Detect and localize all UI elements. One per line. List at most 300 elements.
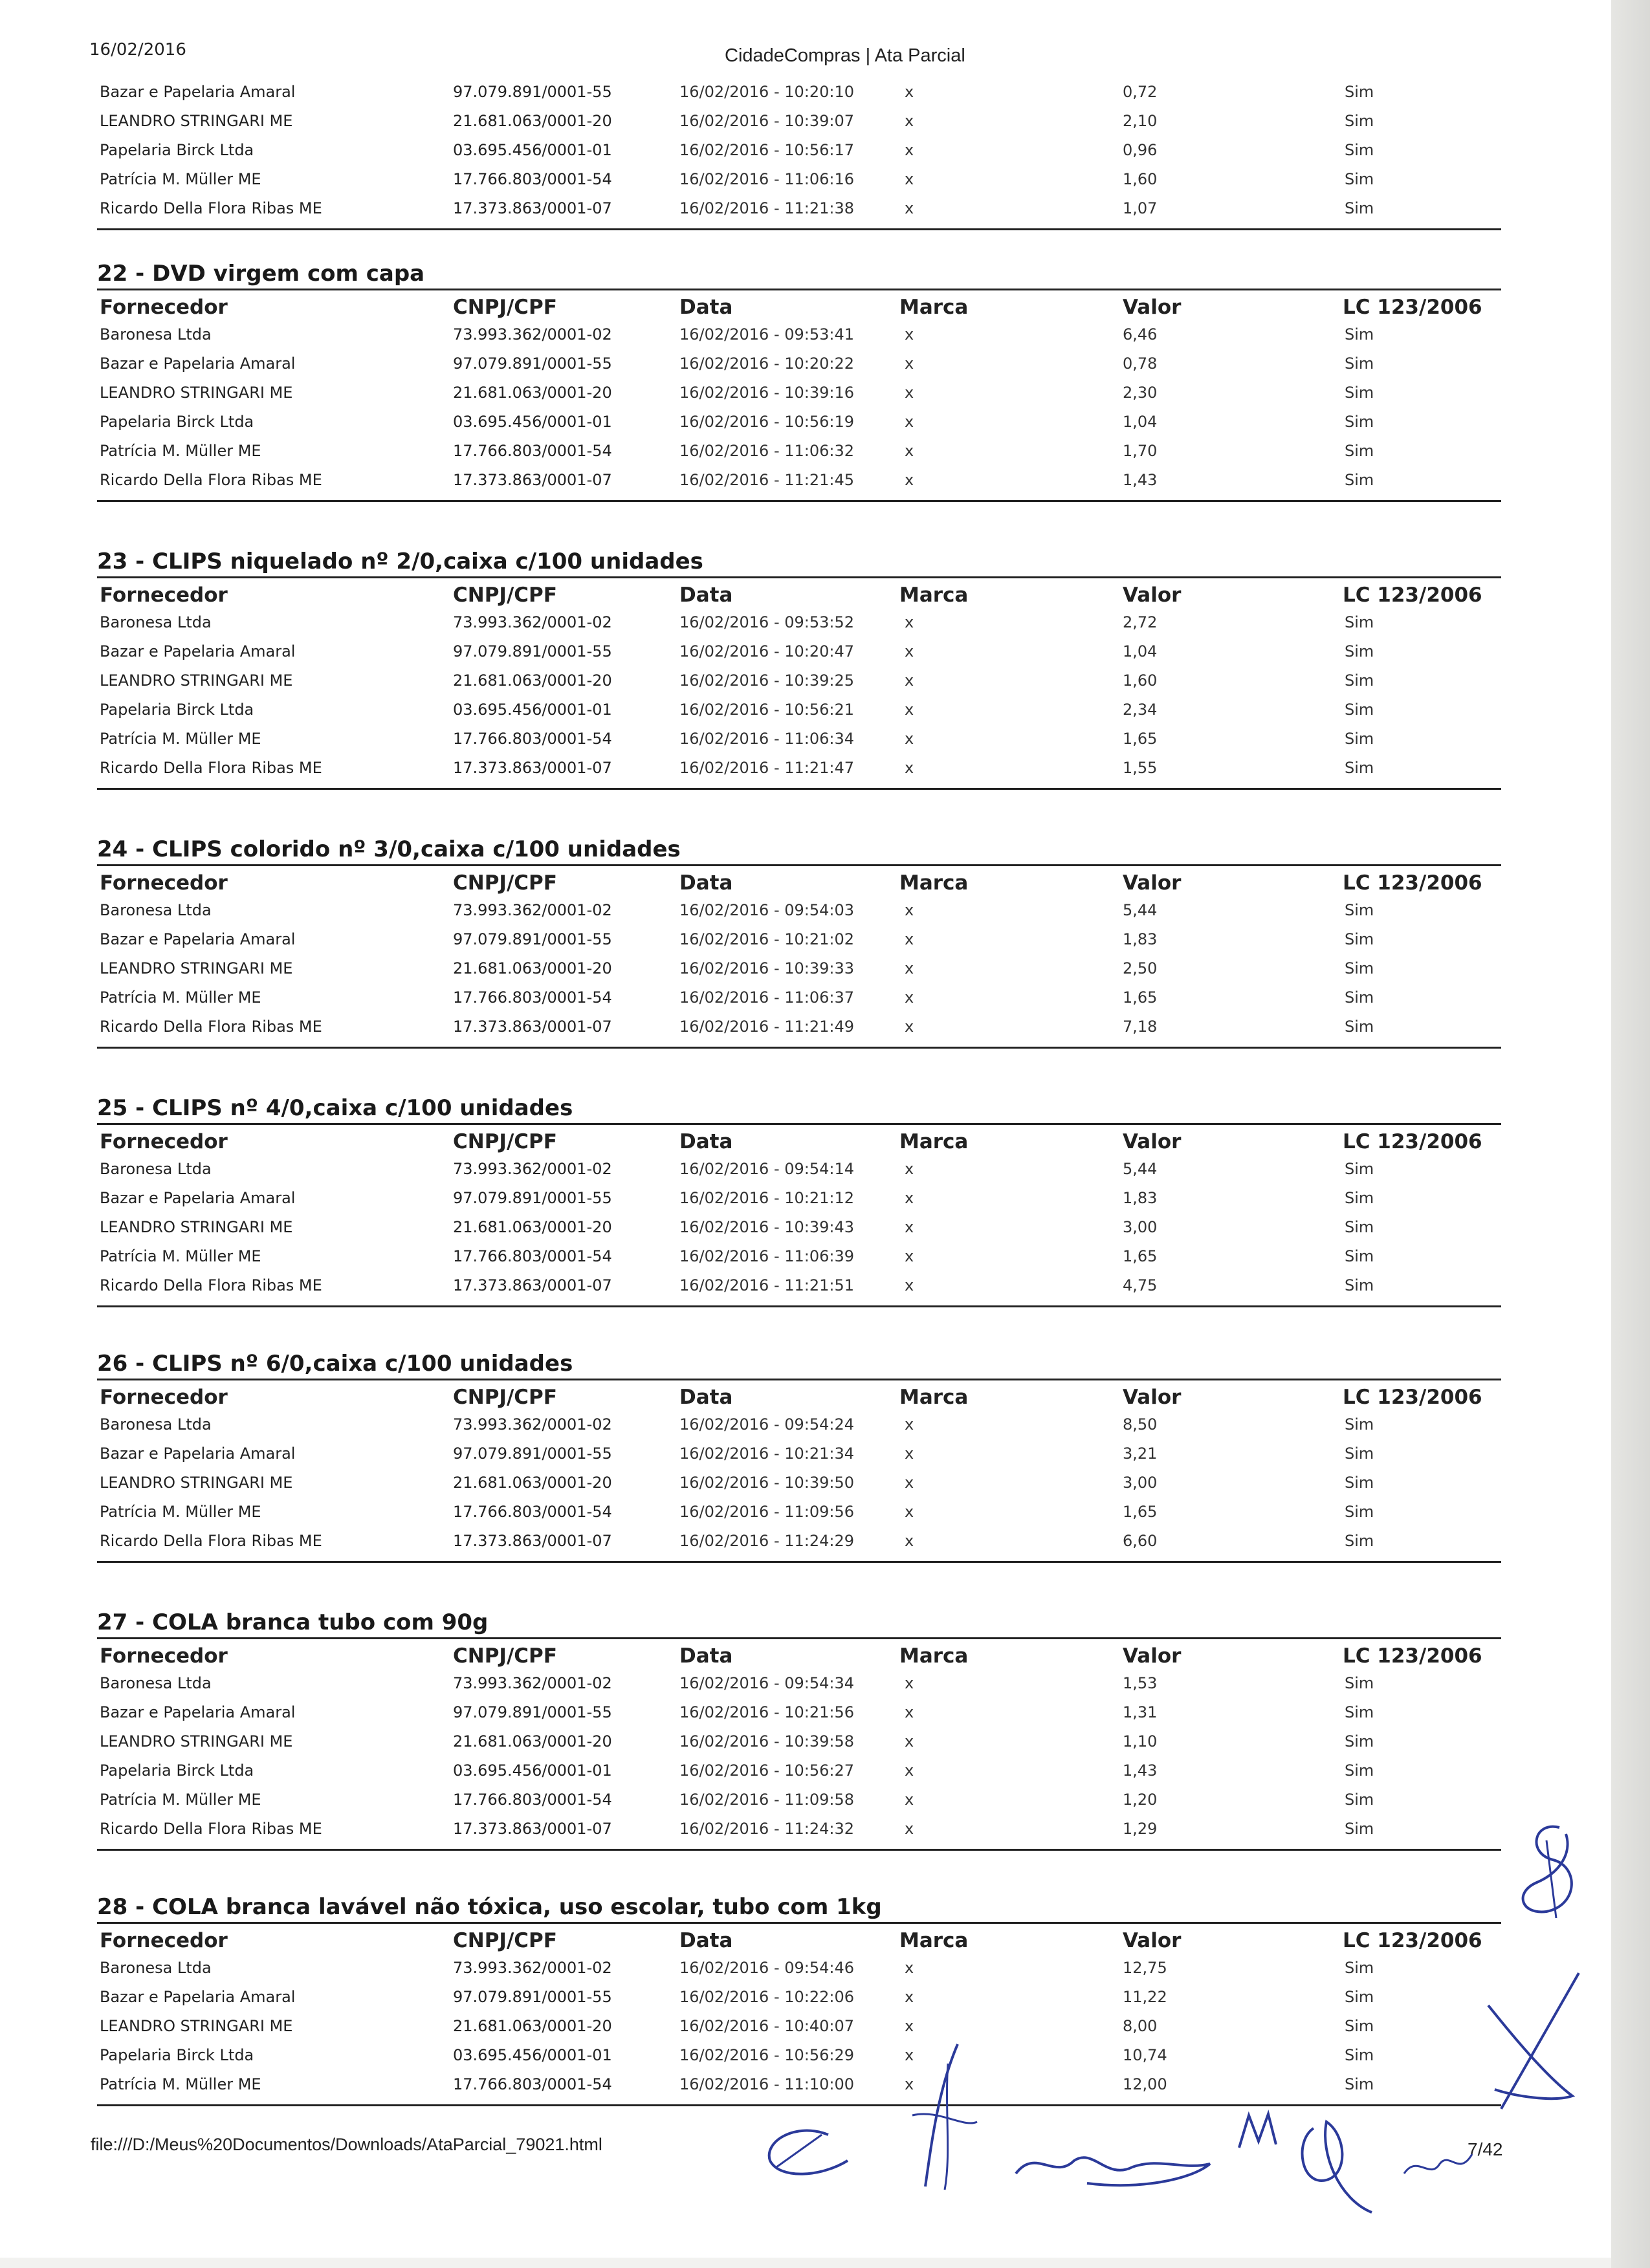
cell-brand: x xyxy=(905,1732,914,1750)
cell-brand: x xyxy=(905,1791,914,1809)
cell-supplier: Patrícia M. Müller ME xyxy=(100,442,261,460)
cell-date: 16/02/2016 - 11:06:32 xyxy=(679,442,855,460)
table-row xyxy=(97,136,1501,165)
cell-value: 1,65 xyxy=(1123,988,1158,1007)
header-cnpj: CNPJ/CPF xyxy=(453,1644,557,1668)
item-section xyxy=(97,547,1501,790)
header-date: Data xyxy=(679,871,733,895)
cell-value: 1,70 xyxy=(1123,442,1158,460)
cell-lc: Sim xyxy=(1345,141,1374,159)
cell-lc: Sim xyxy=(1345,1532,1374,1550)
header-supplier: Fornecedor xyxy=(100,871,228,895)
cell-value: 0,96 xyxy=(1123,141,1158,159)
cell-brand: x xyxy=(905,471,914,489)
cell-value: 1,29 xyxy=(1123,1820,1158,1838)
signature-initials-right xyxy=(1508,1815,1605,1937)
header-brand: Marca xyxy=(899,1130,969,1153)
cell-supplier: Patrícia M. Müller ME xyxy=(100,730,261,748)
cell-brand: x xyxy=(905,2046,914,2064)
section-title: 24 - CLIPS colorido nº 3/0,caixa c/100 unidades xyxy=(97,836,681,862)
cell-value: 10,74 xyxy=(1123,2046,1167,2064)
cell-value: 6,46 xyxy=(1123,325,1158,343)
cell-value: 1,10 xyxy=(1123,1732,1158,1750)
cell-value: 1,55 xyxy=(1123,759,1158,777)
cell-supplier: Ricardo Della Flora Ribas ME xyxy=(100,759,322,777)
cell-date: 16/02/2016 - 10:56:29 xyxy=(679,2046,855,2064)
cell-brand: x xyxy=(905,1674,914,1692)
table-row xyxy=(97,983,1501,1012)
cell-brand: x xyxy=(905,141,914,159)
cell-brand: x xyxy=(905,1189,914,1207)
table-row xyxy=(97,1271,1501,1300)
cell-date: 16/02/2016 - 10:20:22 xyxy=(679,354,855,373)
cell-date: 16/02/2016 - 09:54:24 xyxy=(679,1415,855,1434)
header-supplier: Fornecedor xyxy=(100,1130,228,1153)
header-value: Valor xyxy=(1123,296,1182,319)
cell-date: 16/02/2016 - 10:39:16 xyxy=(679,384,855,402)
cell-lc: Sim xyxy=(1345,1988,1374,2006)
cell-brand: x xyxy=(905,1415,914,1434)
cell-brand: x xyxy=(905,959,914,977)
cell-value: 3,00 xyxy=(1123,1218,1158,1236)
section-title: 25 - CLIPS nº 4/0,caixa c/100 unidades xyxy=(97,1095,573,1121)
cell-value: 1,60 xyxy=(1123,170,1158,188)
section-divider xyxy=(97,788,1501,790)
cell-lc: Sim xyxy=(1345,1415,1374,1434)
signature-x-right xyxy=(1475,1967,1592,2115)
cell-value: 1,65 xyxy=(1123,730,1158,748)
table-row xyxy=(97,608,1501,637)
cell-lc: Sim xyxy=(1345,730,1374,748)
table-row xyxy=(97,1756,1501,1785)
cell-lc: Sim xyxy=(1345,1474,1374,1492)
cell-cnpj: 17.766.803/0001-54 xyxy=(453,730,612,748)
cell-supplier: Ricardo Della Flora Ribas ME xyxy=(100,471,322,489)
cell-supplier: Patrícia M. Müller ME xyxy=(100,1247,261,1265)
cell-supplier: Ricardo Della Flora Ribas ME xyxy=(100,199,322,217)
cell-brand: x xyxy=(905,671,914,690)
cell-lc: Sim xyxy=(1345,642,1374,660)
item-section xyxy=(97,259,1501,502)
cell-lc: Sim xyxy=(1345,1732,1374,1750)
cell-brand: x xyxy=(905,354,914,373)
table-row xyxy=(97,754,1501,783)
cell-brand: x xyxy=(905,1532,914,1550)
cell-value: 1,04 xyxy=(1123,642,1158,660)
cell-cnpj: 73.993.362/0001-02 xyxy=(453,1415,612,1434)
cell-brand: x xyxy=(905,1160,914,1178)
header-lc: LC 123/2006 xyxy=(1343,1130,1482,1153)
cell-value: 12,75 xyxy=(1123,1959,1167,1977)
cell-brand: x xyxy=(905,1820,914,1838)
cell-supplier: LEANDRO STRINGARI ME xyxy=(100,1474,293,1492)
cell-supplier: Baronesa Ltda xyxy=(100,901,212,919)
header-brand: Marca xyxy=(899,1386,969,1409)
cell-value: 5,44 xyxy=(1123,901,1158,919)
cell-supplier: Papelaria Birck Ltda xyxy=(100,2046,254,2064)
cell-supplier: LEANDRO STRINGARI ME xyxy=(100,2017,293,2035)
cell-date: 16/02/2016 - 10:56:21 xyxy=(679,701,855,719)
cell-date: 16/02/2016 - 10:39:07 xyxy=(679,112,855,130)
table-row xyxy=(97,349,1501,378)
cell-cnpj: 73.993.362/0001-02 xyxy=(453,1959,612,1977)
section-divider xyxy=(97,228,1501,230)
table-header xyxy=(97,1924,1501,1954)
cell-supplier: Ricardo Della Flora Ribas ME xyxy=(100,1820,322,1838)
cell-cnpj: 03.695.456/0001-01 xyxy=(453,413,612,431)
header-date: Data xyxy=(679,1644,733,1668)
header-date: Data xyxy=(679,1386,733,1409)
cell-supplier: Patrícia M. Müller ME xyxy=(100,1503,261,1521)
cell-lc: Sim xyxy=(1345,1018,1374,1036)
cell-value: 1,43 xyxy=(1123,471,1158,489)
cell-date: 16/02/2016 - 11:09:56 xyxy=(679,1503,855,1521)
table-row xyxy=(97,1669,1501,1698)
cell-cnpj: 17.373.863/0001-07 xyxy=(453,1820,612,1838)
cell-brand: x xyxy=(905,613,914,631)
cell-supplier: LEANDRO STRINGARI ME xyxy=(100,959,293,977)
print-date: 16/02/2016 xyxy=(89,40,186,60)
table-row xyxy=(97,1785,1501,1815)
cell-supplier: Papelaria Birck Ltda xyxy=(100,413,254,431)
cell-cnpj: 17.373.863/0001-07 xyxy=(453,759,612,777)
page-title: CidadeCompras | Ata Parcial xyxy=(725,45,965,66)
signature-loop-left xyxy=(751,2115,861,2186)
header-cnpj: CNPJ/CPF xyxy=(453,1130,557,1153)
cell-date: 16/02/2016 - 10:39:58 xyxy=(679,1732,855,1750)
cell-lc: Sim xyxy=(1345,901,1374,919)
cell-supplier: Bazar e Papelaria Amaral xyxy=(100,1988,296,2006)
cell-cnpj: 21.681.063/0001-20 xyxy=(453,1732,612,1750)
cell-date: 16/02/2016 - 11:06:34 xyxy=(679,730,855,748)
cell-date: 16/02/2016 - 10:21:56 xyxy=(679,1703,855,1721)
cell-lc: Sim xyxy=(1345,1703,1374,1721)
cell-lc: Sim xyxy=(1345,442,1374,460)
continuation-table xyxy=(97,78,1501,230)
cell-supplier: Baronesa Ltda xyxy=(100,613,212,631)
cell-date: 16/02/2016 - 10:20:10 xyxy=(679,83,855,101)
cell-brand: x xyxy=(905,1247,914,1265)
cell-cnpj: 97.079.891/0001-55 xyxy=(453,642,612,660)
header-supplier: Fornecedor xyxy=(100,296,228,319)
cell-value: 0,78 xyxy=(1123,354,1158,373)
header-brand: Marca xyxy=(899,1644,969,1668)
table-row xyxy=(97,1410,1501,1439)
table-row xyxy=(97,1983,1501,2012)
cell-brand: x xyxy=(905,112,914,130)
cell-brand: x xyxy=(905,170,914,188)
cell-supplier: Bazar e Papelaria Amaral xyxy=(100,1445,296,1463)
cell-brand: x xyxy=(905,1445,914,1463)
cell-supplier: Papelaria Birck Ltda xyxy=(100,701,254,719)
cell-supplier: Baronesa Ltda xyxy=(100,1160,212,1178)
cell-lc: Sim xyxy=(1345,1218,1374,1236)
cell-brand: x xyxy=(905,1474,914,1492)
cell-lc: Sim xyxy=(1345,2075,1374,2093)
cell-supplier: Patrícia M. Müller ME xyxy=(100,988,261,1007)
cell-brand: x xyxy=(905,930,914,948)
header-brand: Marca xyxy=(899,583,969,607)
item-section xyxy=(97,834,1501,1049)
cell-value: 12,00 xyxy=(1123,2075,1167,2093)
cell-cnpj: 97.079.891/0001-55 xyxy=(453,1189,612,1207)
cell-brand: x xyxy=(905,1959,914,1977)
table-header xyxy=(97,866,1501,896)
cell-value: 1,65 xyxy=(1123,1503,1158,1521)
cell-brand: x xyxy=(905,2075,914,2093)
section-title: 23 - CLIPS niquelado nº 2/0,caixa c/100 unidades xyxy=(97,549,703,574)
cell-lc: Sim xyxy=(1345,1160,1374,1178)
table-row xyxy=(97,1213,1501,1242)
cell-lc: Sim xyxy=(1345,325,1374,343)
header-brand: Marca xyxy=(899,871,969,895)
signature-long xyxy=(1009,2135,1223,2193)
cell-cnpj: 97.079.891/0001-55 xyxy=(453,1445,612,1463)
cell-lc: Sim xyxy=(1345,170,1374,188)
cell-date: 16/02/2016 - 09:54:46 xyxy=(679,1959,855,1977)
table-row xyxy=(97,2041,1501,2070)
cell-cnpj: 17.766.803/0001-54 xyxy=(453,2075,612,2093)
table-row xyxy=(97,107,1501,136)
header-lc: LC 123/2006 xyxy=(1343,583,1482,607)
cell-lc: Sim xyxy=(1345,83,1374,101)
cell-date: 16/02/2016 - 11:21:47 xyxy=(679,759,855,777)
table-row xyxy=(97,165,1501,194)
cell-cnpj: 17.373.863/0001-07 xyxy=(453,471,612,489)
cell-brand: x xyxy=(905,83,914,101)
cell-date: 16/02/2016 - 11:24:29 xyxy=(679,1532,855,1550)
cell-date: 16/02/2016 - 10:39:25 xyxy=(679,671,855,690)
cell-brand: x xyxy=(905,413,914,431)
cell-supplier: Patrícia M. Müller ME xyxy=(100,2075,261,2093)
cell-brand: x xyxy=(905,2017,914,2035)
cell-cnpj: 03.695.456/0001-01 xyxy=(453,1761,612,1780)
header-lc: LC 123/2006 xyxy=(1343,1644,1482,1668)
cell-lc: Sim xyxy=(1345,1674,1374,1692)
cell-brand: x xyxy=(905,325,914,343)
cell-lc: Sim xyxy=(1345,471,1374,489)
section-divider xyxy=(97,1305,1501,1307)
scan-edge xyxy=(1611,0,1650,2268)
cell-date: 16/02/2016 - 11:21:38 xyxy=(679,199,855,217)
cell-date: 16/02/2016 - 11:21:49 xyxy=(679,1018,855,1036)
table-row xyxy=(97,1012,1501,1041)
cell-lc: Sim xyxy=(1345,1959,1374,1977)
cell-brand: x xyxy=(905,1703,914,1721)
cell-lc: Sim xyxy=(1345,1276,1374,1294)
header-value: Valor xyxy=(1123,1130,1182,1153)
header-value: Valor xyxy=(1123,1386,1182,1409)
header-supplier: Fornecedor xyxy=(100,1644,228,1668)
cell-brand: x xyxy=(905,1218,914,1236)
cell-supplier: Papelaria Birck Ltda xyxy=(100,1761,254,1780)
cell-value: 4,75 xyxy=(1123,1276,1158,1294)
header-value: Valor xyxy=(1123,1929,1182,1952)
cell-value: 8,00 xyxy=(1123,2017,1158,2035)
header-cnpj: CNPJ/CPF xyxy=(453,871,557,895)
table-row xyxy=(97,1527,1501,1556)
cell-cnpj: 17.766.803/0001-54 xyxy=(453,988,612,1007)
cell-lc: Sim xyxy=(1345,413,1374,431)
table-row xyxy=(97,896,1501,925)
header-date: Data xyxy=(679,296,733,319)
cell-supplier: Ricardo Della Flora Ribas ME xyxy=(100,1532,322,1550)
header-date: Data xyxy=(679,583,733,607)
cell-value: 8,50 xyxy=(1123,1415,1158,1434)
cell-lc: Sim xyxy=(1345,959,1374,977)
section-title: 22 - DVD virgem com capa xyxy=(97,261,425,287)
cell-date: 16/02/2016 - 09:54:03 xyxy=(679,901,855,919)
cell-cnpj: 73.993.362/0001-02 xyxy=(453,325,612,343)
cell-brand: x xyxy=(905,384,914,402)
cell-cnpj: 73.993.362/0001-02 xyxy=(453,1160,612,1178)
cell-date: 16/02/2016 - 11:21:45 xyxy=(679,471,855,489)
cell-value: 2,50 xyxy=(1123,959,1158,977)
cell-date: 16/02/2016 - 10:20:47 xyxy=(679,642,855,660)
cell-cnpj: 97.079.891/0001-55 xyxy=(453,1988,612,2006)
cell-supplier: Papelaria Birck Ltda xyxy=(100,141,254,159)
cell-lc: Sim xyxy=(1345,1761,1374,1780)
cell-lc: Sim xyxy=(1345,1503,1374,1521)
cell-brand: x xyxy=(905,442,914,460)
header-supplier: Fornecedor xyxy=(100,583,228,607)
header-cnpj: CNPJ/CPF xyxy=(453,1929,557,1952)
cell-lc: Sim xyxy=(1345,2017,1374,2035)
cell-value: 2,34 xyxy=(1123,701,1158,719)
cell-cnpj: 21.681.063/0001-20 xyxy=(453,1474,612,1492)
cell-value: 1,43 xyxy=(1123,1761,1158,1780)
cell-cnpj: 17.373.863/0001-07 xyxy=(453,199,612,217)
cell-date: 16/02/2016 - 11:24:32 xyxy=(679,1820,855,1838)
cell-cnpj: 17.373.863/0001-07 xyxy=(453,1532,612,1550)
cell-lc: Sim xyxy=(1345,199,1374,217)
cell-date: 16/02/2016 - 11:06:16 xyxy=(679,170,855,188)
cell-value: 1,07 xyxy=(1123,199,1158,217)
table-header xyxy=(97,290,1501,320)
cell-cnpj: 21.681.063/0001-20 xyxy=(453,671,612,690)
header-lc: LC 123/2006 xyxy=(1343,1386,1482,1409)
table-header xyxy=(97,578,1501,608)
header-supplier: Fornecedor xyxy=(100,1386,228,1409)
cell-cnpj: 73.993.362/0001-02 xyxy=(453,1674,612,1692)
cell-value: 1,60 xyxy=(1123,671,1158,690)
section-title: 26 - CLIPS nº 6/0,caixa c/100 unidades xyxy=(97,1351,573,1377)
cell-supplier: Bazar e Papelaria Amaral xyxy=(100,642,296,660)
header-value: Valor xyxy=(1123,871,1182,895)
cell-cnpj: 21.681.063/0001-20 xyxy=(453,112,612,130)
cell-cnpj: 17.373.863/0001-07 xyxy=(453,1018,612,1036)
cell-value: 1,53 xyxy=(1123,1674,1158,1692)
cell-date: 16/02/2016 - 09:54:14 xyxy=(679,1160,855,1178)
cell-date: 16/02/2016 - 11:10:00 xyxy=(679,2075,855,2093)
cell-cnpj: 17.766.803/0001-54 xyxy=(453,442,612,460)
cell-supplier: Ricardo Della Flora Ribas ME xyxy=(100,1276,322,1294)
header-date: Data xyxy=(679,1130,733,1153)
cell-date: 16/02/2016 - 11:09:58 xyxy=(679,1791,855,1809)
cell-value: 5,44 xyxy=(1123,1160,1158,1178)
header-date: Data xyxy=(679,1929,733,1952)
cell-value: 2,72 xyxy=(1123,613,1158,631)
cell-cnpj: 73.993.362/0001-02 xyxy=(453,613,612,631)
cell-brand: x xyxy=(905,988,914,1007)
cell-value: 3,00 xyxy=(1123,1474,1158,1492)
table-row xyxy=(97,378,1501,408)
cell-date: 16/02/2016 - 11:06:37 xyxy=(679,988,855,1007)
table-header xyxy=(97,1380,1501,1410)
cell-date: 16/02/2016 - 10:21:12 xyxy=(679,1189,855,1207)
header-cnpj: CNPJ/CPF xyxy=(453,296,557,319)
cell-cnpj: 17.766.803/0001-54 xyxy=(453,170,612,188)
cell-lc: Sim xyxy=(1345,1820,1374,1838)
table-row xyxy=(97,1155,1501,1184)
cell-brand: x xyxy=(905,1276,914,1294)
cell-supplier: Baronesa Ltda xyxy=(100,1674,212,1692)
cell-cnpj: 97.079.891/0001-55 xyxy=(453,83,612,101)
table-row xyxy=(97,637,1501,666)
item-section xyxy=(97,1349,1501,1563)
cell-lc: Sim xyxy=(1345,701,1374,719)
cell-lc: Sim xyxy=(1345,1189,1374,1207)
cell-lc: Sim xyxy=(1345,1445,1374,1463)
table-row xyxy=(97,320,1501,349)
table-header xyxy=(97,1639,1501,1669)
cell-date: 16/02/2016 - 10:22:06 xyxy=(679,1988,855,2006)
table-row xyxy=(97,1815,1501,1844)
cell-value: 11,22 xyxy=(1123,1988,1167,2006)
cell-lc: Sim xyxy=(1345,1247,1374,1265)
section-divider xyxy=(97,1561,1501,1563)
cell-date: 16/02/2016 - 10:21:34 xyxy=(679,1445,855,1463)
table-row xyxy=(97,1184,1501,1213)
cell-supplier: Bazar e Papelaria Amaral xyxy=(100,1703,296,1721)
cell-lc: Sim xyxy=(1345,759,1374,777)
cell-lc: Sim xyxy=(1345,671,1374,690)
table-header xyxy=(97,1125,1501,1155)
cell-brand: x xyxy=(905,1988,914,2006)
table-row xyxy=(97,1439,1501,1468)
cell-cnpj: 73.993.362/0001-02 xyxy=(453,901,612,919)
cell-date: 16/02/2016 - 10:40:07 xyxy=(679,2017,855,2035)
cell-date: 16/02/2016 - 10:21:02 xyxy=(679,930,855,948)
header-brand: Marca xyxy=(899,1929,969,1952)
cell-supplier: Baronesa Ltda xyxy=(100,1415,212,1434)
cell-brand: x xyxy=(905,199,914,217)
cell-brand: x xyxy=(905,730,914,748)
header-cnpj: CNPJ/CPF xyxy=(453,1386,557,1409)
item-section xyxy=(97,1608,1501,1851)
cell-date: 16/02/2016 - 09:53:41 xyxy=(679,325,855,343)
table-row xyxy=(97,194,1501,223)
cell-date: 16/02/2016 - 09:54:34 xyxy=(679,1674,855,1692)
cell-supplier: Patrícia M. Müller ME xyxy=(100,1791,261,1809)
table-row xyxy=(97,1498,1501,1527)
cell-value: 1,65 xyxy=(1123,1247,1158,1265)
cell-cnpj: 21.681.063/0001-20 xyxy=(453,384,612,402)
header-lc: LC 123/2006 xyxy=(1343,871,1482,895)
table-row xyxy=(97,954,1501,983)
cell-supplier: Patrícia M. Müller ME xyxy=(100,170,261,188)
header-lc: LC 123/2006 xyxy=(1343,1929,1482,1952)
cell-lc: Sim xyxy=(1345,1791,1374,1809)
cell-cnpj: 97.079.891/0001-55 xyxy=(453,354,612,373)
cell-supplier: LEANDRO STRINGARI ME xyxy=(100,1732,293,1750)
cell-value: 1,83 xyxy=(1123,1189,1158,1207)
cell-date: 16/02/2016 - 10:56:19 xyxy=(679,413,855,431)
header-value: Valor xyxy=(1123,1644,1182,1668)
cell-lc: Sim xyxy=(1345,354,1374,373)
cell-brand: x xyxy=(905,642,914,660)
header-cnpj: CNPJ/CPF xyxy=(453,583,557,607)
